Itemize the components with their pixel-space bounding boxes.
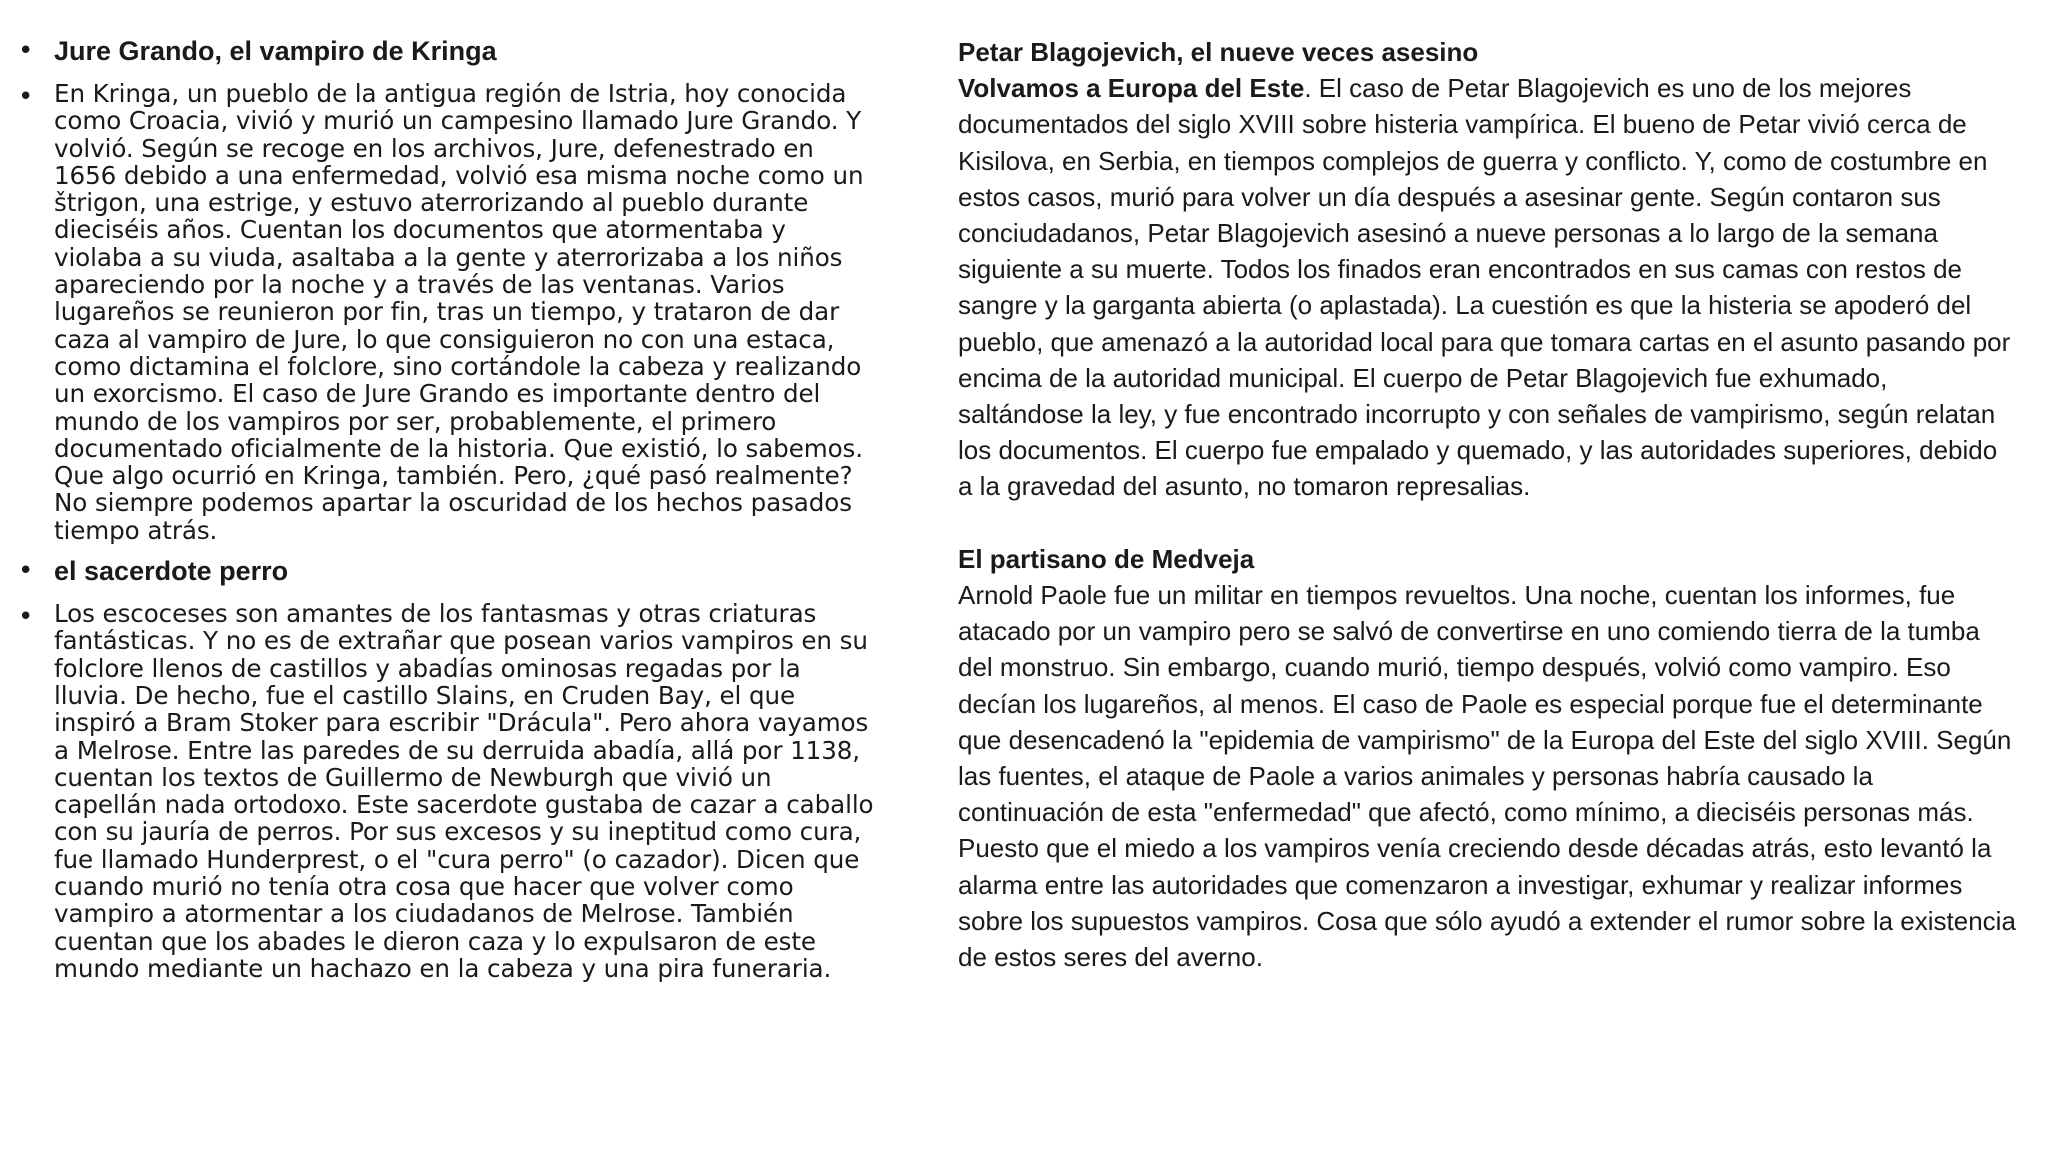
section-heading-petar-blagojevich: Petar Blagojevich, el nueve veces asesino <box>958 37 1479 67</box>
bullet-item-sacerdote-heading <box>18 554 880 588</box>
paragraph-partisano-medveja: Arnold Paole fue un militar en tiempos revueltos. Una noche, cuentan los informes, fue atacado por un vampiro pero se salvó de convertirse en uno comiendo tierra de la tumba del monstruo. Sin embargo, cuando murió, tiempo después, volvió como vampiro. Eso decían los lugareños, al menos. El caso de Paole es especial porque fue el determinante que desencadenó la "epidemia de vampirismo" de la Europa del Este del siglo XVIII. Según las fuentes, el ataque de Paole a varios animales y personas habría causado la continuación de esta "enfermedad" que afectó, como mínimo, a dieciséis personas más. Puesto que el miedo a los vampiros venía creciendo desde décadas atrás, esto levantó la alarma entre las autoridades que comenzaron a investigar, exhumar y realizar informes sobre los supuestos vampiros. Cosa que sólo ayudó a extender el rumor sobre la existencia de estos seres del averno. <box>958 580 2016 973</box>
bullet-marker: • <box>18 82 34 112</box>
bullet-item-jure-heading <box>18 34 880 68</box>
paragraph-sacerdote-perro: Los escoceses son amantes de los fantasmas y otras criaturas fantásticas. Y no es de extrañar que posean varios vampiros en su folclore llenos de castillos y abadías ominosas regadas por la lluvia. De hecho, fue el castillo Slains, en Cruden Bay, el que inspiró a Bram Stoker para escribir "Drácula". Pero ahora vayamos a Melrose. Entre las paredes de su derruida abadía, allá por 1138, cuentan los textos de Guillermo de Newburgh que vivió un capellán nada ortodoxo. Este sacerdote gustaba de cazar a caballo con su jauría de perros. Por sus excesos y su ineptitud como cura, fue llamado Hunderprest, o el "cura perro" (o cazador). Dicen que cuando murió no tenía otra cosa que hacer que volver como vampiro a atormentar a los ciudadanos de Melrose. También cuentan que los abades le dieron caza y lo expulsaron de este mundo mediante un hachazo en la cabeza y una pira funeraria. <box>54 599 874 983</box>
bullet-item-sacerdote-body <box>18 600 880 982</box>
paragraph-lead-bold: Volvamos a Europa del Este <box>958 73 1305 104</box>
bullet-item-jure-body <box>18 80 880 544</box>
section-heading-jure-grando: Jure Grando, el vampiro de Kringa <box>54 36 497 66</box>
section-spacer <box>958 505 2018 541</box>
paragraph-petar-blagojevich <box>958 70 2018 504</box>
section-heading-sacerdote-perro: el sacerdote perro <box>54 556 289 587</box>
bullet-marker: • <box>18 36 34 66</box>
section-heading-partisano-medveja: El partisano de Medveja <box>958 543 1255 574</box>
paragraph-jure-grando: En Kringa, un pueblo de la antigua región de Istria, hoy conocida como Croacia, vivió y murió un campesino llamado Jure Grando. Y volvió. Según se recoge en los archivos, Jure, defenestrado en 1656 debido a una enfermedad, volvió esa misma noche como un štrigon, una estrige, y estuvo aterrorizando al pueblo durante dieciséis años. Cuentan los documentos que atormentaba y violaba a su viuda, asaltaba a la gente y aterrorizaba a los niños apareciendo por la noche y a través de las ventanas. Varios lugareños se reunieron por fin, tras un tiempo, y trataron de dar caza al vampiro de Jure, lo que consiguieron no con una estaca, como dictamina el folclore, sino cortándole la cabeza y realizando un exorcismo. El caso de Jure Grando es importante dentro del mundo de los vampiros por ser, probablemente, el primero documentado oficialmente de la historia. Que existió, lo sabemos. Que algo ocurrió en Kringa, también. Pero, ¿qué pasó realmente? No siempre podemos apartar la oscuridad de los hechos pasados tiempo atrás. <box>54 79 864 545</box>
paragraph-petar-body: . El caso de Petar Blagojevich es uno de los mejores documentados del siglo XVIII sobre histeria vampírica. El bueno de Petar vivió cerca de Kisilova, en Serbia, en tiempos complejos de guerra y conflicto. Y, como de costumbre en estos casos, murió para volver un día después a asesinar gente. Según contaron sus conciudadanos, Petar Blagojevich asesinó a nueve personas a lo largo de la semana siguiente a su muerte. Todos los finados eran encontrados en sus camas con restos de sangre y la garganta abierta (o aplastada). La cuestión es que la histeria se apoderó del pueblo, que amenazó a la autoridad local para que tomara cartas en el asunto pasando por encima de la autoridad municipal. El cuerpo de Petar Blagojevich fue exhumado, saltándose la ley, y fue encontrado incorrupto y con señales de vampirismo, según relatan los documentos. El cuerpo fue empalado y quemado, y las autoridades superiores, debido a la gravedad del asunto, no tomaron represalias. <box>958 73 2011 502</box>
bullet-marker: • <box>18 602 34 633</box>
left-column <box>18 34 880 992</box>
bullet-marker: • <box>18 556 34 587</box>
right-column <box>958 34 2018 975</box>
